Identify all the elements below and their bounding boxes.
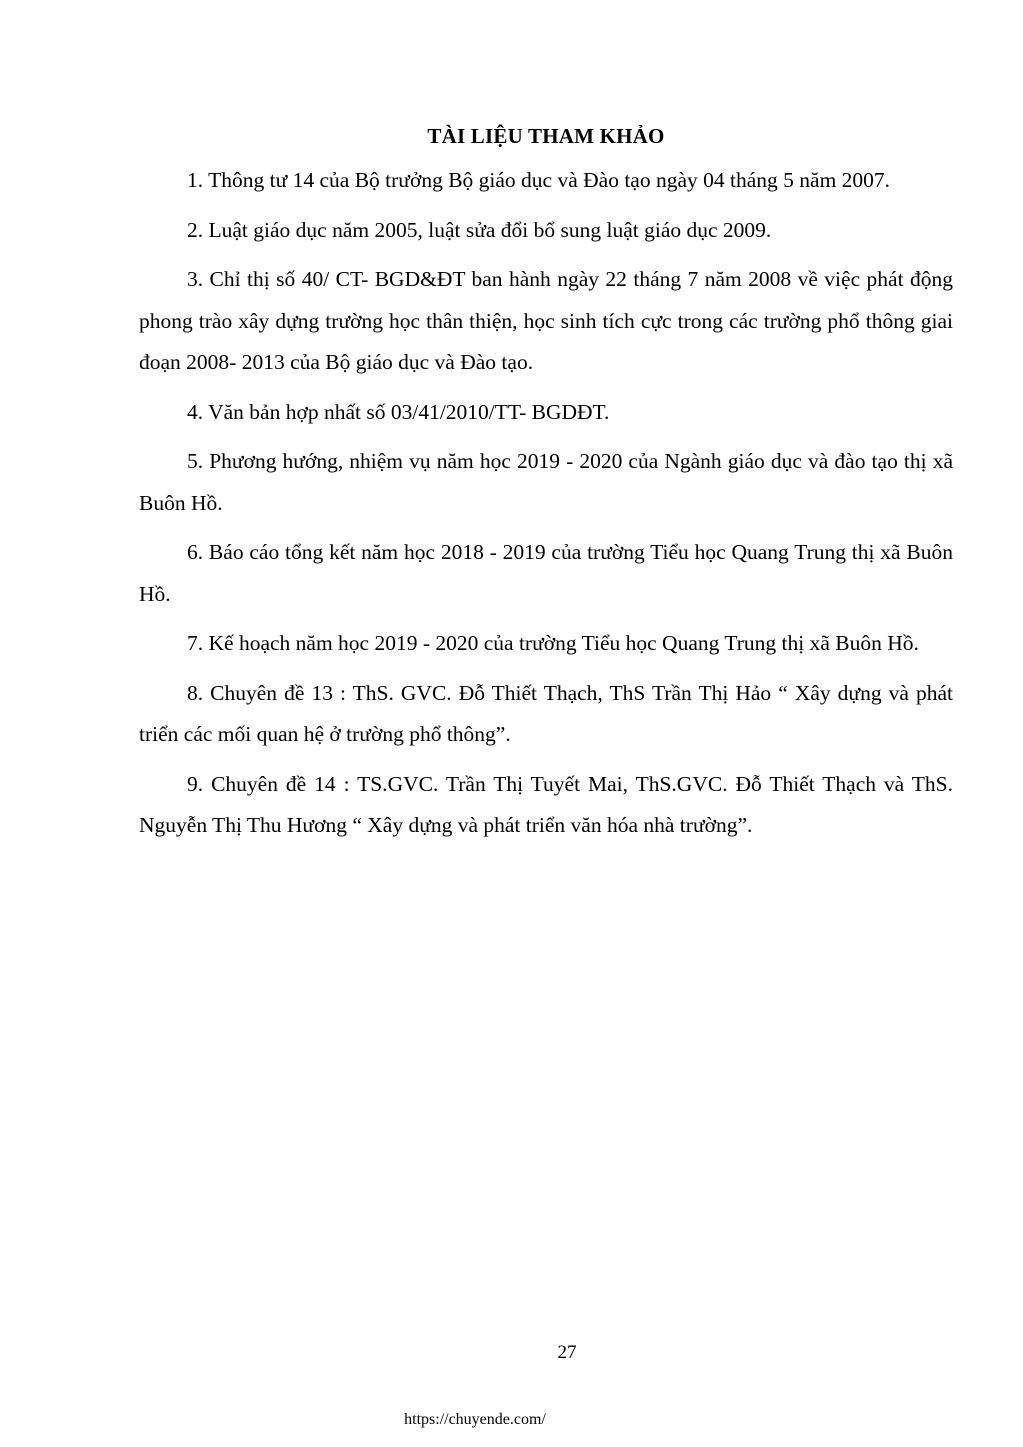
reference-item-4: 4. Văn bản hợp nhất số 03/41/2010/TT- BGDĐT.	[187, 399, 610, 424]
footer-url-link[interactable]: https://chuyende.com/	[404, 1411, 546, 1428]
page-number: 27	[557, 1342, 577, 1363]
reference-item-1: 1. Thông tư 14 của Bộ trưởng Bộ giáo dục và Đào tạo ngày 04 tháng 5 năm 2007.	[187, 168, 891, 192]
page-content	[139, 118, 953, 855]
reference-item-5: 5. Phương hướng, nhiệm vụ năm học 2019 - 2020 của Ngành giáo dục và đào tạo thị xã Buôn Hồ.	[139, 449, 953, 515]
reference-list	[139, 160, 953, 847]
reference-item-2: 2. Luật giáo dục năm 2005, luật sửa đổi bổ sung luật giáo dục 2009.	[187, 217, 772, 242]
reference-item-8: 8. Chuyên đề 13 : ThS. GVC. Đỗ Thiết Thạch, ThS Trần Thị Hảo “ Xây dựng và phát triển các mối quan hệ ở trường phổ thông”.	[139, 680, 953, 746]
reference-item-7: 7. Kế hoạch năm học 2019 - 2020 của trường Tiểu học Quang Trung thị xã Buôn Hồ.	[187, 631, 919, 655]
reference-item-9: 9. Chuyên đề 14 : TS.GVC. Trần Thị Tuyết Mai, ThS.GVC. Đỗ Thiết Thạch và ThS. Nguyễn Thị Thu Hương “ Xây dựng và phát triển văn hóa nhà trường”.	[139, 771, 953, 837]
document-title: TÀI LIỆU THAM KHẢO	[427, 124, 665, 148]
reference-item-6: 6. Báo cáo tổng kết năm học 2018 - 2019 của trường Tiểu học Quang Trung thị xã Buôn Hồ.	[139, 540, 953, 606]
reference-item-3: 3. Chỉ thị số 40/ CT- BGD&ĐT ban hành ngày 22 tháng 7 năm 2008 về việc phát động phong trào xây dựng trường học thân thiện, học sinh tích cực trong các trường phổ thông giai đoạn 2008- 2013 của Bộ giáo dục và Đào tạo.	[139, 267, 953, 374]
